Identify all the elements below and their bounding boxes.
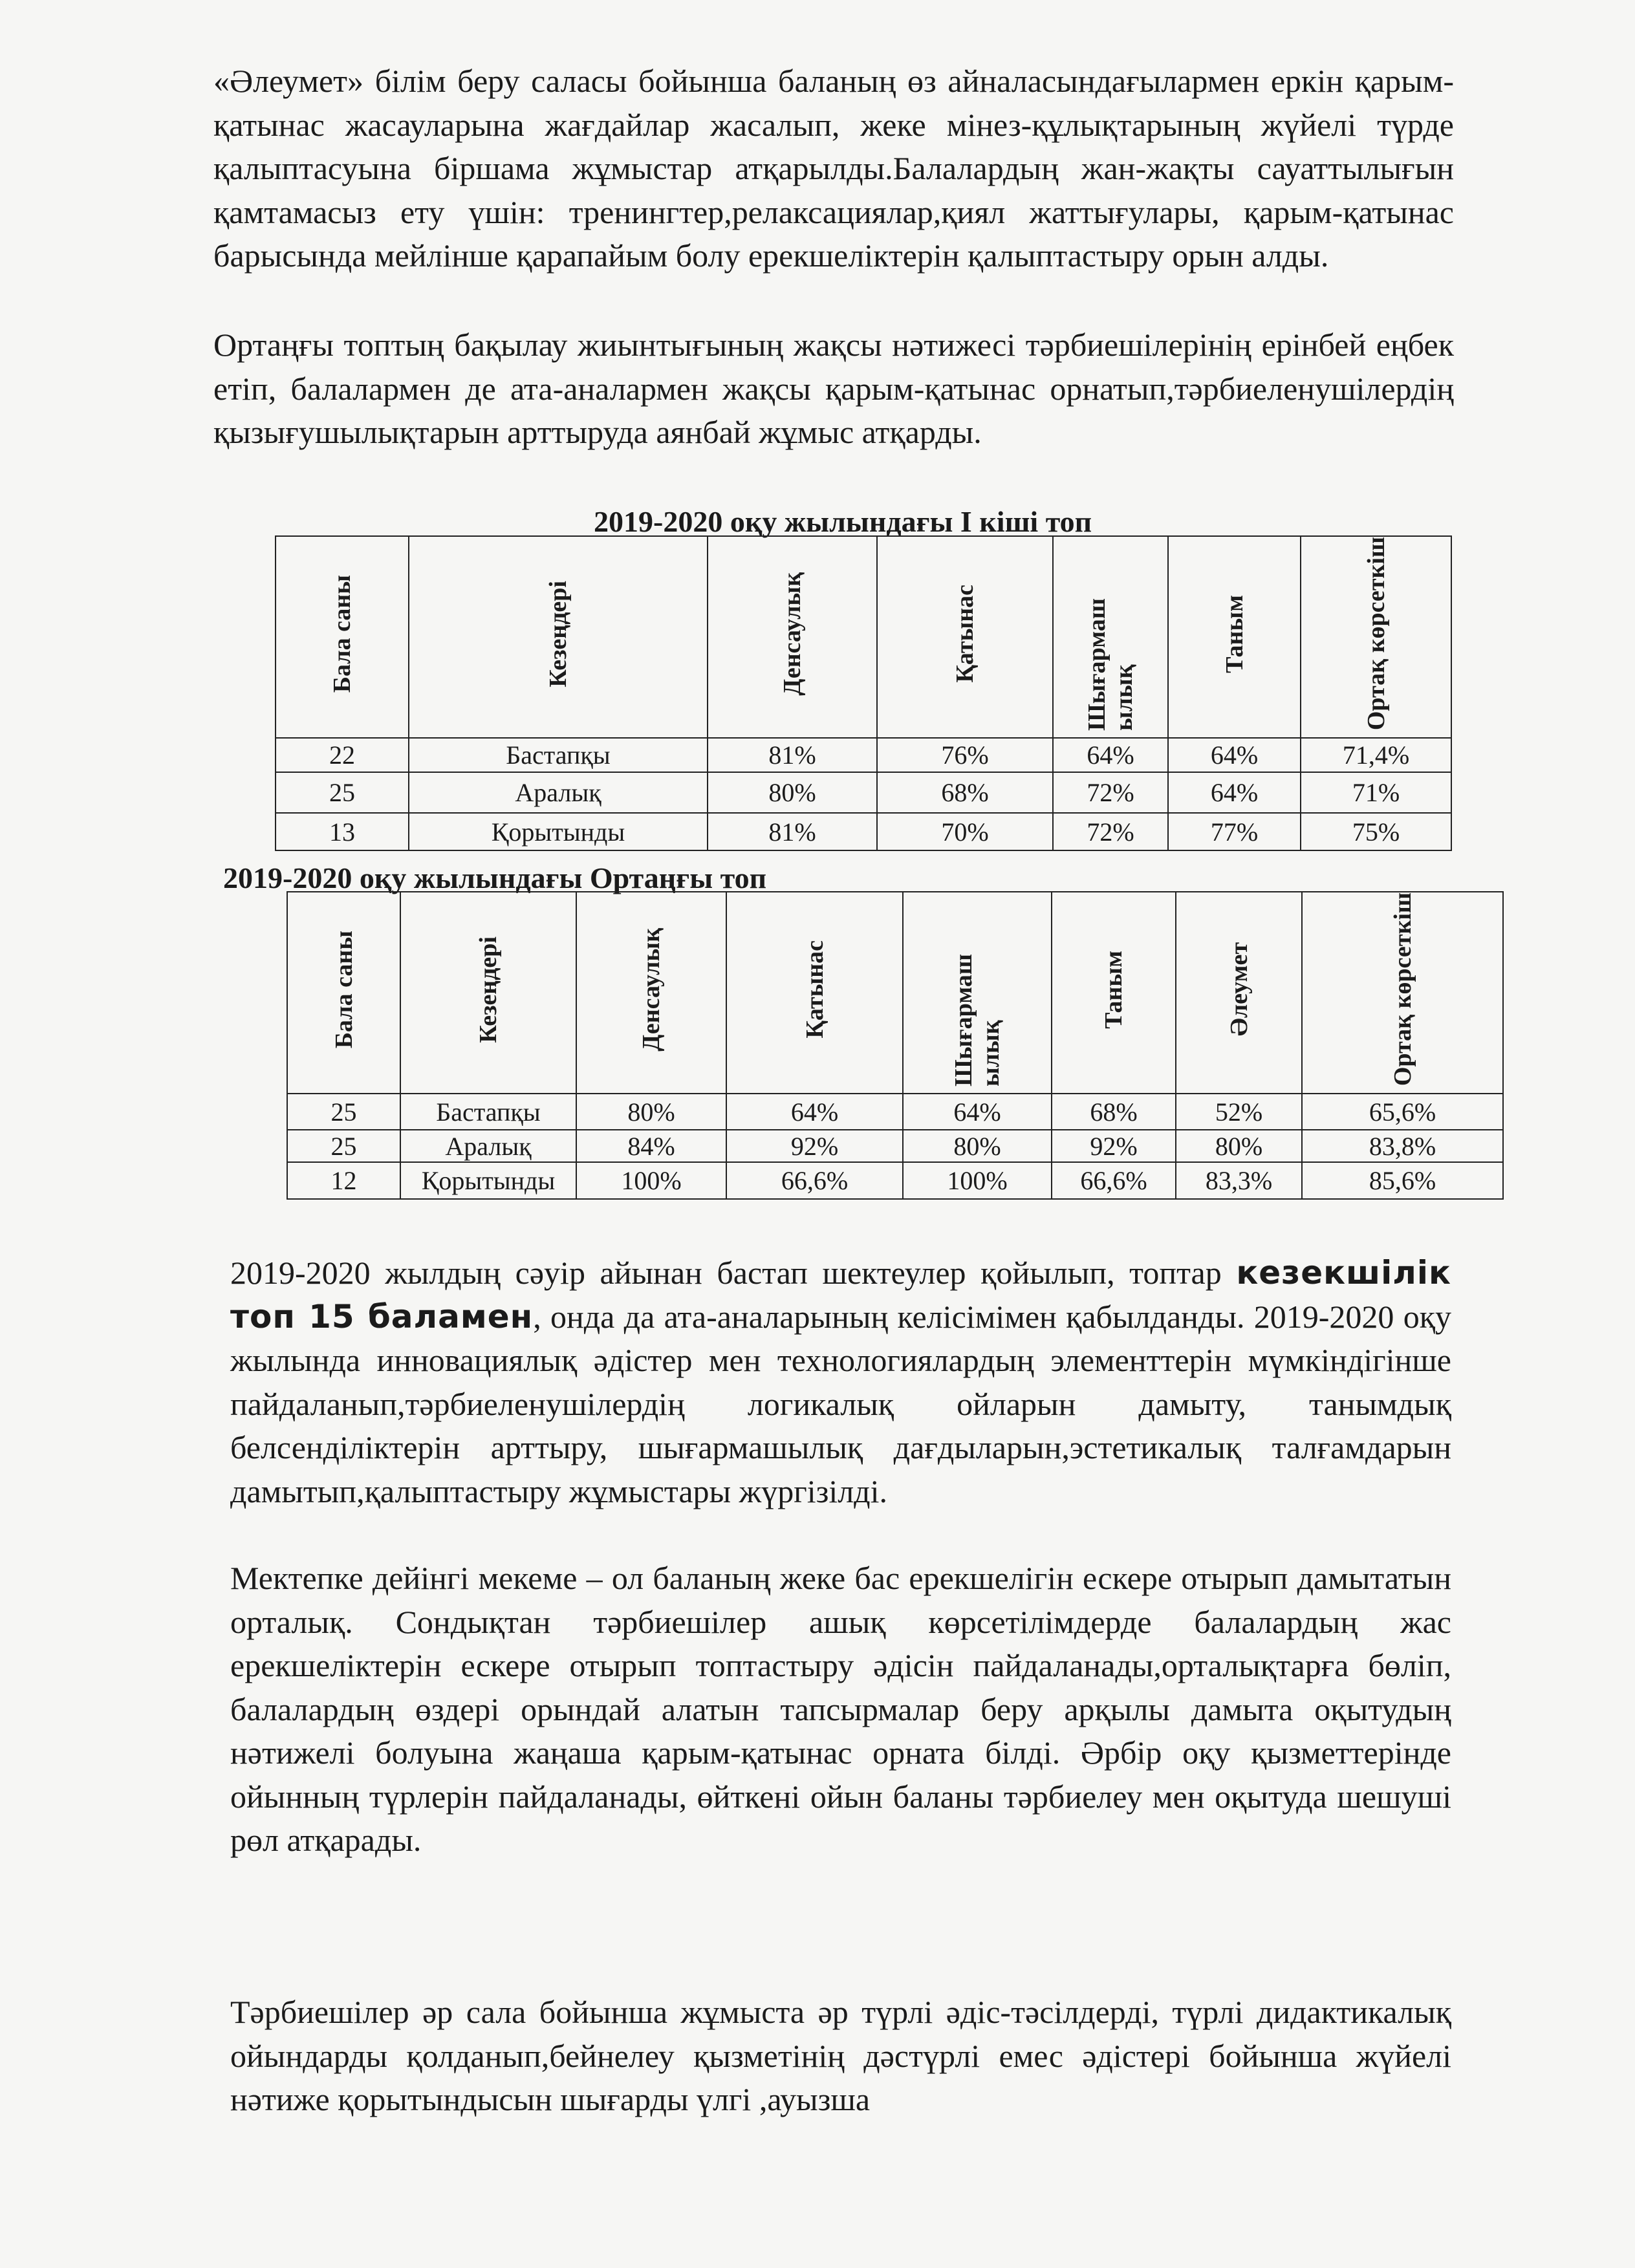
- table2-cell: Қорытынды: [400, 1162, 576, 1199]
- table1-cell: 71,4%: [1301, 738, 1451, 772]
- table2-cell: 12: [287, 1162, 400, 1199]
- table2-cell: 64%: [726, 1094, 903, 1130]
- table1-cell: 81%: [708, 813, 877, 850]
- table2-cell: 80%: [1176, 1130, 1302, 1162]
- table2-header-stages: Кезеңдері: [400, 892, 576, 1094]
- table1-cell: 22: [276, 738, 409, 772]
- table2-cell: 64%: [903, 1094, 1052, 1130]
- table2-header-communication: Қатынас: [726, 892, 903, 1094]
- table2-cell: Аралық: [400, 1130, 576, 1162]
- table2-cell: Бастапқы: [400, 1094, 576, 1130]
- table2-cell: 83,3%: [1176, 1162, 1302, 1199]
- table1-cell: Бастапқы: [409, 738, 708, 772]
- table2-cell: 80%: [903, 1130, 1052, 1162]
- table2-cell: 25: [287, 1130, 400, 1162]
- table2-cell: 83,8%: [1302, 1130, 1503, 1162]
- table1-header-creativity: Шығармаш ылық: [1053, 536, 1168, 738]
- table-row: [276, 738, 1451, 772]
- table2-header-cognition: Таным: [1052, 892, 1176, 1094]
- table2-cell: 100%: [576, 1162, 726, 1199]
- table1-cell: 71%: [1301, 772, 1451, 813]
- table1-header-stages: Кезеңдері: [409, 536, 708, 738]
- table1-cell: 64%: [1168, 772, 1301, 813]
- table2-cell: 92%: [1052, 1130, 1176, 1162]
- table2-header-creativity: Шығармаш ылық: [903, 892, 1052, 1094]
- table2-header-health: Денсаулық: [576, 892, 726, 1094]
- table2-cell: 80%: [576, 1094, 726, 1130]
- table1-cell: 77%: [1168, 813, 1301, 850]
- paragraph-aleumet: «Әлеумет» білім беру саласы бойынша баланың өз айналасындағылармен еркін қарым-қатынас жасауларына жағдайлар жасалып, жеке мінез-құлықтарының жүйелі түрде қалыптасуына біршама жұмыстар атқарылды.Балалардың жан-жақты сауаттылығын қамтамасыз ету үшін: тренингтер,релаксациялар,қиял жаттығулары, қарым-қатынас барысында мейлінше қарапайым болу ерекшеліктерін қалыптастыру орын алды.: [213, 63, 1454, 274]
- p3-start: 2019-2020 жылдың сәуір айынан бастап шектеулер қойылып, топтар: [230, 1255, 1222, 1291]
- table2-cell: 68%: [1052, 1094, 1176, 1130]
- table1-cell: 81%: [708, 738, 877, 772]
- table1-header-average: Ортақ көрсеткіш: [1301, 536, 1451, 738]
- table2-header-social: Әлеумет: [1176, 892, 1302, 1094]
- paragraph-preschool: Мектепке дейінгі мекеме – ол баланың жеке бас ерекшелігін ескере отырып дамытатын орталық. Сондықтан тәрбиешілер ашық көрсетілімдерде балалардың жас ерекшеліктерін ескере отырып топтастыру әдісін пайдаланады,орталықтарға бөліп, балалардың өздері орындай алатын тапсырмалар беру арқылы дамыта оқытудың нәтижелі болуына жаңаша қарым-қатынас орната білді. Әрбір оқу қызметтерінде ойынның түрлерін пайдаланады, өйткені ойын баланы тәрбиелеу мен оқытуда шешуші рөл атқарады.: [230, 1560, 1451, 1858]
- table1-cell: 70%: [877, 813, 1053, 850]
- table2-middle-group: [287, 891, 1504, 1200]
- table2-header-children-count: Бала саны: [287, 892, 400, 1094]
- paragraph-educators: Тәрбиешілер әр сала бойынша жұмыста әр түрлі әдіс-тәсілдерді, түрлі дидактикалық ойындарды қолданып,бейнелеу қызметінің дәстүрлі емес әдістері бойынша жүйелі нәтиже қорытындысын шығарды үлгі ,ауызша: [230, 1994, 1451, 2117]
- table-row: [287, 1162, 1503, 1199]
- table1-cell: 25: [276, 772, 409, 813]
- table1-cell: 80%: [708, 772, 877, 813]
- table1-cell: Аралық: [409, 772, 708, 813]
- table2-cell: 84%: [576, 1130, 726, 1162]
- table2-cell: 52%: [1176, 1094, 1302, 1130]
- table-row: [276, 772, 1451, 813]
- table2-cell: 66,6%: [726, 1162, 903, 1199]
- table2-cell: 100%: [903, 1162, 1052, 1199]
- table2-caption: 2019-2020 оқу жылындағы Ортаңғы топ: [223, 861, 767, 894]
- table1-cell: 76%: [877, 738, 1053, 772]
- table1-header-row: [276, 536, 1451, 738]
- paragraph-duty-group: [230, 1251, 1451, 1513]
- table1-caption: 2019-2020 оқу жылындағы I кіші топ: [594, 505, 1092, 538]
- table2-header-row: [287, 892, 1503, 1094]
- table1-cell: 68%: [877, 772, 1053, 813]
- table-row: [287, 1130, 1503, 1162]
- p3-end: , онда да ата-аналарының келісімімен қабылданды. 2019-2020 оқу жылында инновациялық әдістер мен технологиялардың элементтерін мүмкіндігінше пайдаланып,тәрбиеленушілердің логикалық ойларын дамыту, танымдық белсенділіктерін арттыру, шығармашылық дағдыларын,эстетикалық талғамдарын дамытып,қалыптастыру жұмыстары жүргізілді.: [230, 1298, 1451, 1509]
- table1-cell: Қорытынды: [409, 813, 708, 850]
- table2-header-average: Ортақ көрсеткіш: [1302, 892, 1503, 1094]
- table-row: [276, 813, 1451, 850]
- paragraph-middle-group: Ортаңғы топтың бақылау жиынтығының жақсы нәтижесі тәрбиешілерінің ерінбей еңбек етіп, балалармен де ата-аналармен жақсы қарым-қатынас орнатып,тәрбиеленушілердің қызығушылықтарын арттыруда аянбай жұмыс атқарды.: [213, 327, 1454, 450]
- table1-header-health: Денсаулық: [708, 536, 877, 738]
- table1-header-children-count: Бала саны: [276, 536, 409, 738]
- table2-cell: 85,6%: [1302, 1162, 1503, 1199]
- table1-cell: 75%: [1301, 813, 1451, 850]
- table2-cell: 92%: [726, 1130, 903, 1162]
- table1-header-cognition: Таным: [1168, 536, 1301, 738]
- table1-cell: 64%: [1053, 738, 1168, 772]
- table-row: [287, 1094, 1503, 1130]
- table2-cell: 65,6%: [1302, 1094, 1503, 1130]
- table1-junior-group: [275, 535, 1452, 851]
- table2-cell: 25: [287, 1094, 400, 1130]
- table1-header-communication: Қатынас: [877, 536, 1053, 738]
- table1-cell: 64%: [1168, 738, 1301, 772]
- table1-cell: 13: [276, 813, 409, 850]
- table1-cell: 72%: [1053, 772, 1168, 813]
- table1-cell: 72%: [1053, 813, 1168, 850]
- table2-cell: 66,6%: [1052, 1162, 1176, 1199]
- p3-bold: кезекшілік топ 15 баламен: [230, 1254, 1451, 1335]
